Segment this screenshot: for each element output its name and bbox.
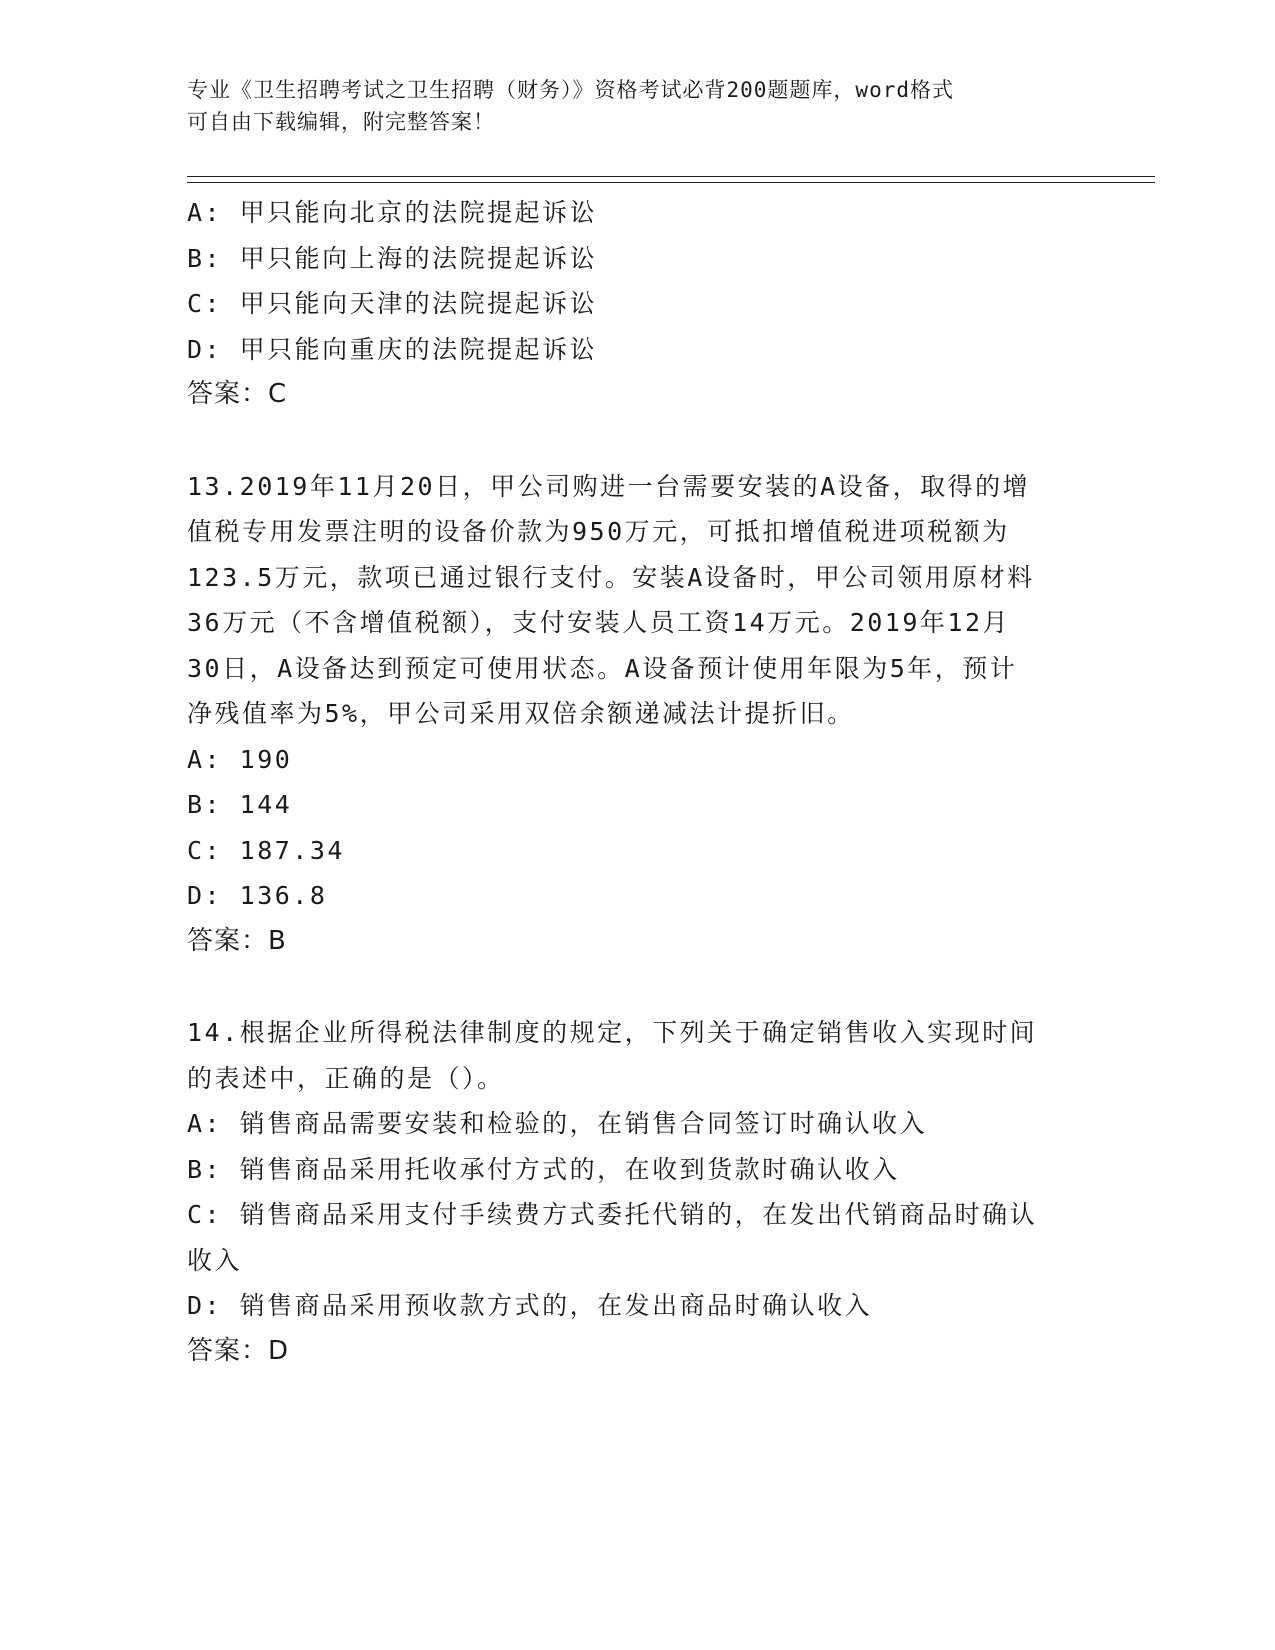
header-line-1: 专业《卫生招聘考试之卫生招聘（财务）》资格考试必背200题题库，word格式	[187, 78, 954, 102]
option-d: D: 136.8	[187, 881, 328, 910]
header-divider-bottom	[187, 182, 1155, 183]
question-stem-line: 123.5万元，款项已通过银行支付。安装A设备时，甲公司领用原材料	[187, 562, 1035, 592]
option-a: A: 销售商品需要安装和检验的，在销售合同签订时确认收入	[187, 1109, 928, 1138]
option-c: C: 甲只能向天津的法院提起诉讼	[187, 289, 598, 318]
question-12	[187, 190, 1087, 418]
question-stem-line: 36万元（不含增值税额），支付安装人员工资14万元。2019年12月	[187, 608, 1011, 637]
question-13	[187, 464, 1087, 965]
page-header	[187, 74, 1067, 138]
spacer	[187, 418, 1087, 464]
spacer	[187, 964, 1087, 1010]
question-stem-line: 13.2019年11月20日，甲公司购进一台需要安装的A设备，取得的增	[187, 471, 1031, 501]
question-14	[187, 1010, 1087, 1374]
option-c: C: 187.34	[187, 835, 345, 865]
option-a: A: 190	[187, 744, 293, 774]
option-d: D: 销售商品采用预收款方式的，在发出商品时确认收入	[187, 1291, 873, 1320]
option-a: A: 甲只能向北京的法院提起诉讼	[187, 198, 598, 227]
header-line-2: 可自由下载编辑，附完整答案！	[187, 110, 495, 134]
question-list	[187, 190, 1087, 1374]
question-stem-line: 14.根据企业所得税法律制度的规定，下列关于确定销售收入实现时间	[187, 1018, 1038, 1047]
question-stem-line: 值税专用发票注明的设备价款为950万元，可抵扣增值税进项税额为	[187, 517, 1010, 546]
option-b: B: 甲只能向上海的法院提起诉讼	[187, 243, 598, 273]
option-b: B: 144	[187, 790, 293, 819]
option-d: D: 甲只能向重庆的法院提起诉讼	[187, 334, 598, 364]
option-c-continued: 收入	[187, 1245, 243, 1275]
answer: 答案：C	[187, 379, 288, 409]
answer: 答案：D	[187, 1335, 290, 1366]
question-stem-line: 的表述中，正确的是（）。	[187, 1063, 505, 1093]
option-b: B: 销售商品采用托收承付方式的，在收到货款时确认收入	[187, 1154, 900, 1184]
header-divider-top	[187, 176, 1155, 177]
answer: 答案：B	[187, 925, 287, 956]
question-stem-line: 净残值率为5%，甲公司采用双倍余额递减法计提折旧。	[187, 699, 855, 728]
option-c: C: 销售商品采用支付手续费方式委托代销的，在发出代销商品时确认	[187, 1200, 1038, 1229]
question-stem-line: 30日，A设备达到预定可使用状态。A设备预计使用年限为5年，预计	[187, 653, 1018, 683]
